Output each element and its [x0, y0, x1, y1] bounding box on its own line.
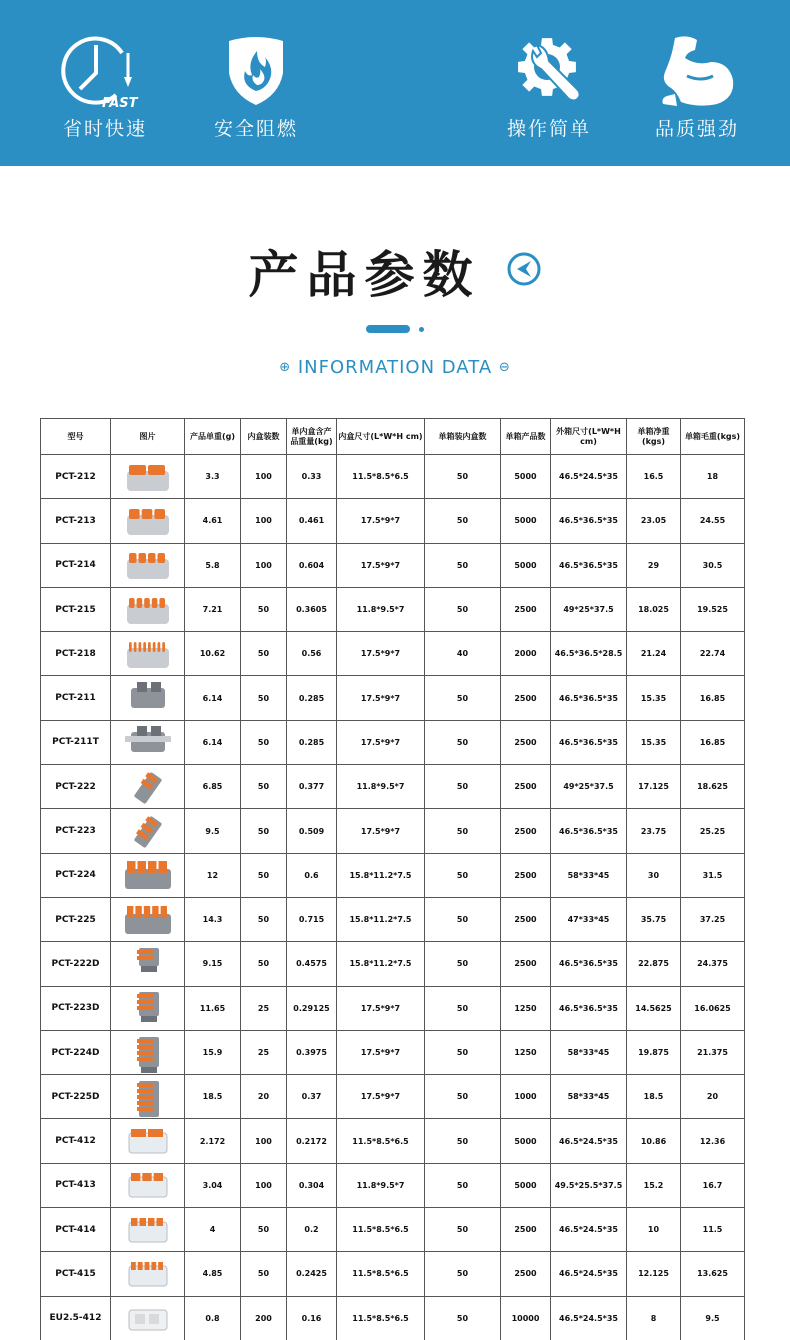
- product-image: [111, 897, 185, 941]
- product-image: [111, 455, 185, 499]
- connector-image: [119, 811, 177, 851]
- weight-cell: 18.5: [185, 1075, 241, 1119]
- box-size-cell: 11.5*8.5*6.5: [337, 1208, 425, 1252]
- product-image: [111, 676, 185, 720]
- product-image: [111, 543, 185, 587]
- column-header: 单箱净重(kgs): [627, 419, 681, 455]
- model-cell: PCT-224: [41, 853, 111, 897]
- table-row: [41, 1252, 745, 1296]
- carton-size-cell: 47*33*45: [551, 897, 627, 941]
- gross-weight-cell: 12.36: [681, 1119, 745, 1163]
- gross-weight-cell: 16.85: [681, 720, 745, 764]
- carton-size-cell: 46.5*36.5*35: [551, 676, 627, 720]
- total-cell: 5000: [501, 455, 551, 499]
- per-box-cell: 100: [241, 499, 287, 543]
- model-cell: PCT-211: [41, 676, 111, 720]
- model-cell: PCT-414: [41, 1208, 111, 1252]
- boxes-cell: 50: [425, 897, 501, 941]
- box-size-cell: 11.5*8.5*6.5: [337, 455, 425, 499]
- boxes-cell: 50: [425, 765, 501, 809]
- feature-banner: [0, 0, 790, 166]
- model-cell: EU2.5-412: [41, 1296, 111, 1340]
- product-image: [111, 720, 185, 764]
- carton-size-cell: 46.5*24.5*35: [551, 1252, 627, 1296]
- total-cell: 2000: [501, 632, 551, 676]
- table-row: [41, 765, 745, 809]
- weight-cell: 2.172: [185, 1119, 241, 1163]
- per-box-cell: 50: [241, 765, 287, 809]
- title-divider: [366, 325, 410, 333]
- carton-size-cell: 46.5*36.5*35: [551, 942, 627, 986]
- feature-easy-operation: [479, 30, 619, 141]
- box-weight-cell: 0.3975: [287, 1030, 337, 1074]
- model-cell: PCT-412: [41, 1119, 111, 1163]
- gross-weight-cell: 22.74: [681, 632, 745, 676]
- connector-image: [119, 1210, 177, 1250]
- total-cell: 2500: [501, 809, 551, 853]
- net-weight-cell: 16.5: [627, 455, 681, 499]
- gross-weight-cell: 16.0625: [681, 986, 745, 1030]
- minus-circle-icon: ⊖: [498, 360, 511, 375]
- connector-image: [119, 988, 177, 1028]
- product-image: [111, 1119, 185, 1163]
- gross-weight-cell: 9.5: [681, 1296, 745, 1340]
- feature-fast: [35, 30, 175, 141]
- connector-image: [119, 1298, 177, 1338]
- clock-fast-icon: [35, 30, 175, 112]
- net-weight-cell: 23.05: [627, 499, 681, 543]
- boxes-cell: 50: [425, 676, 501, 720]
- product-image: [111, 809, 185, 853]
- net-weight-cell: 12.125: [627, 1252, 681, 1296]
- connector-image: [119, 501, 177, 541]
- boxes-cell: 50: [425, 720, 501, 764]
- total-cell: 2500: [501, 587, 551, 631]
- table-row: [41, 897, 745, 941]
- total-cell: 2500: [501, 897, 551, 941]
- model-cell: PCT-222D: [41, 942, 111, 986]
- total-cell: 5000: [501, 543, 551, 587]
- carton-size-cell: 46.5*36.5*35: [551, 499, 627, 543]
- table-row: [41, 809, 745, 853]
- net-weight-cell: 14.5625: [627, 986, 681, 1030]
- weight-cell: 4: [185, 1208, 241, 1252]
- wrench-gear-icon: [479, 30, 619, 112]
- box-weight-cell: 0.285: [287, 676, 337, 720]
- weight-cell: 10.62: [185, 632, 241, 676]
- weight-cell: 3.04: [185, 1163, 241, 1207]
- model-cell: PCT-212: [41, 455, 111, 499]
- gross-weight-cell: 13.625: [681, 1252, 745, 1296]
- plus-circle-icon: ⊕: [279, 360, 292, 375]
- gross-weight-cell: 11.5: [681, 1208, 745, 1252]
- title-divider-dot: [419, 327, 424, 332]
- product-image: [111, 499, 185, 543]
- connector-image: [119, 1165, 177, 1205]
- net-weight-cell: 22.875: [627, 942, 681, 986]
- weight-cell: 6.14: [185, 720, 241, 764]
- net-weight-cell: 10.86: [627, 1119, 681, 1163]
- spec-table: [40, 418, 745, 1340]
- carton-size-cell: 46.5*24.5*35: [551, 1296, 627, 1340]
- net-weight-cell: 18.5: [627, 1075, 681, 1119]
- connector-image: [119, 590, 177, 630]
- weight-cell: 9.15: [185, 942, 241, 986]
- box-size-cell: 17.5*9*7: [337, 720, 425, 764]
- product-image: [111, 1296, 185, 1340]
- connector-image: [119, 767, 177, 807]
- per-box-cell: 100: [241, 455, 287, 499]
- per-box-cell: 50: [241, 942, 287, 986]
- weight-cell: 6.85: [185, 765, 241, 809]
- net-weight-cell: 18.025: [627, 587, 681, 631]
- product-image: [111, 986, 185, 1030]
- carton-size-cell: 49*25*37.5: [551, 765, 627, 809]
- table-row: [41, 587, 745, 631]
- feature-label: 品质强劲: [654, 118, 739, 140]
- connector-image: [119, 855, 177, 895]
- product-image: [111, 942, 185, 986]
- box-weight-cell: 0.29125: [287, 986, 337, 1030]
- total-cell: 2500: [501, 1208, 551, 1252]
- net-weight-cell: 17.125: [627, 765, 681, 809]
- gross-weight-cell: 21.375: [681, 1030, 745, 1074]
- net-weight-cell: 35.75: [627, 897, 681, 941]
- carton-size-cell: 58*33*45: [551, 1075, 627, 1119]
- box-size-cell: 11.5*8.5*6.5: [337, 1296, 425, 1340]
- box-weight-cell: 0.715: [287, 897, 337, 941]
- per-box-cell: 50: [241, 676, 287, 720]
- carton-size-cell: 46.5*36.5*35: [551, 543, 627, 587]
- carton-size-cell: 46.5*24.5*35: [551, 1208, 627, 1252]
- page-subtitle: [0, 357, 790, 378]
- box-weight-cell: 0.4575: [287, 942, 337, 986]
- net-weight-cell: 23.75: [627, 809, 681, 853]
- boxes-cell: 50: [425, 587, 501, 631]
- total-cell: 1250: [501, 986, 551, 1030]
- total-cell: 2500: [501, 765, 551, 809]
- weight-cell: 3.3: [185, 455, 241, 499]
- carton-size-cell: 46.5*24.5*35: [551, 1119, 627, 1163]
- box-size-cell: 17.5*9*7: [337, 543, 425, 587]
- column-header: 单箱产品数: [501, 419, 551, 455]
- product-image: [111, 1075, 185, 1119]
- connector-image: [119, 634, 177, 674]
- table-row: [41, 942, 745, 986]
- weight-cell: 6.14: [185, 676, 241, 720]
- total-cell: 10000: [501, 1296, 551, 1340]
- total-cell: 1000: [501, 1075, 551, 1119]
- column-header: 产品单重(g): [185, 419, 241, 455]
- model-cell: PCT-222: [41, 765, 111, 809]
- table-row: [41, 1296, 745, 1340]
- column-header: 单内盒含产品重量(kg): [287, 419, 337, 455]
- carton-size-cell: 46.5*36.5*35: [551, 720, 627, 764]
- boxes-cell: 50: [425, 942, 501, 986]
- model-cell: PCT-223: [41, 809, 111, 853]
- svg-text:FAST: FAST: [102, 96, 138, 111]
- box-size-cell: 15.8*11.2*7.5: [337, 853, 425, 897]
- table-row: [41, 720, 745, 764]
- box-size-cell: 11.5*8.5*6.5: [337, 1252, 425, 1296]
- weight-cell: 7.21: [185, 587, 241, 631]
- product-image: [111, 632, 185, 676]
- total-cell: 2500: [501, 676, 551, 720]
- table-row: [41, 1030, 745, 1074]
- total-cell: 5000: [501, 1119, 551, 1163]
- net-weight-cell: 21.24: [627, 632, 681, 676]
- per-box-cell: 50: [241, 853, 287, 897]
- box-size-cell: 17.5*9*7: [337, 632, 425, 676]
- box-size-cell: 17.5*9*7: [337, 809, 425, 853]
- box-weight-cell: 0.16: [287, 1296, 337, 1340]
- gross-weight-cell: 20: [681, 1075, 745, 1119]
- net-weight-cell: 29: [627, 543, 681, 587]
- carton-size-cell: 46.5*24.5*35: [551, 455, 627, 499]
- total-cell: 2500: [501, 1252, 551, 1296]
- model-cell: PCT-413: [41, 1163, 111, 1207]
- connector-image: [119, 1077, 177, 1117]
- boxes-cell: 50: [425, 543, 501, 587]
- per-box-cell: 50: [241, 809, 287, 853]
- box-size-cell: 15.8*11.2*7.5: [337, 897, 425, 941]
- gross-weight-cell: 31.5: [681, 853, 745, 897]
- box-weight-cell: 0.2: [287, 1208, 337, 1252]
- total-cell: 2500: [501, 720, 551, 764]
- net-weight-cell: 15.2: [627, 1163, 681, 1207]
- gross-weight-cell: 30.5: [681, 543, 745, 587]
- gross-weight-cell: 25.25: [681, 809, 745, 853]
- box-weight-cell: 0.33: [287, 455, 337, 499]
- net-weight-cell: 15.35: [627, 720, 681, 764]
- box-weight-cell: 0.2425: [287, 1252, 337, 1296]
- column-header: 图片: [111, 419, 185, 455]
- boxes-cell: 50: [425, 1163, 501, 1207]
- connector-image: [119, 900, 177, 940]
- table-row: [41, 1119, 745, 1163]
- box-weight-cell: 0.2172: [287, 1119, 337, 1163]
- feature-label: 安全阻燃: [213, 118, 298, 140]
- weight-cell: 0.8: [185, 1296, 241, 1340]
- per-box-cell: 50: [241, 1252, 287, 1296]
- box-weight-cell: 0.56: [287, 632, 337, 676]
- box-size-cell: 11.8*9.5*7: [337, 765, 425, 809]
- table-row: [41, 853, 745, 897]
- model-cell: PCT-215: [41, 587, 111, 631]
- gross-weight-cell: 16.85: [681, 676, 745, 720]
- box-weight-cell: 0.461: [287, 499, 337, 543]
- arrow-left-circle-icon: [506, 251, 542, 291]
- product-image: [111, 853, 185, 897]
- column-header: 单箱装内盒数: [425, 419, 501, 455]
- total-cell: 5000: [501, 1163, 551, 1207]
- carton-size-cell: 46.5*36.5*35: [551, 809, 627, 853]
- model-cell: PCT-211T: [41, 720, 111, 764]
- weight-cell: 14.3: [185, 897, 241, 941]
- per-box-cell: 200: [241, 1296, 287, 1340]
- weight-cell: 12: [185, 853, 241, 897]
- feature-label: 操作简单: [506, 118, 591, 140]
- boxes-cell: 50: [425, 1252, 501, 1296]
- box-size-cell: 15.8*11.2*7.5: [337, 942, 425, 986]
- table-row: [41, 632, 745, 676]
- total-cell: 2500: [501, 853, 551, 897]
- box-size-cell: 11.8*9.5*7: [337, 587, 425, 631]
- connector-image: [119, 678, 177, 718]
- net-weight-cell: 8: [627, 1296, 681, 1340]
- total-cell: 5000: [501, 499, 551, 543]
- per-box-cell: 20: [241, 1075, 287, 1119]
- product-image: [111, 587, 185, 631]
- weight-cell: 11.65: [185, 986, 241, 1030]
- weight-cell: 15.9: [185, 1030, 241, 1074]
- boxes-cell: 50: [425, 1296, 501, 1340]
- carton-size-cell: 46.5*36.5*35: [551, 986, 627, 1030]
- gross-weight-cell: 16.7: [681, 1163, 745, 1207]
- product-image: [111, 1030, 185, 1074]
- net-weight-cell: 10: [627, 1208, 681, 1252]
- product-image: [111, 1208, 185, 1252]
- connector-image: [119, 1033, 177, 1073]
- box-weight-cell: 0.6: [287, 853, 337, 897]
- table-row: [41, 1163, 745, 1207]
- per-box-cell: 25: [241, 986, 287, 1030]
- per-box-cell: 50: [241, 1208, 287, 1252]
- total-cell: 2500: [501, 942, 551, 986]
- carton-size-cell: 49.5*25.5*37.5: [551, 1163, 627, 1207]
- boxes-cell: 50: [425, 1030, 501, 1074]
- table-row: [41, 676, 745, 720]
- model-cell: PCT-214: [41, 543, 111, 587]
- gross-weight-cell: 18.625: [681, 765, 745, 809]
- boxes-cell: 50: [425, 499, 501, 543]
- carton-size-cell: 58*33*45: [551, 853, 627, 897]
- weight-cell: 4.85: [185, 1252, 241, 1296]
- per-box-cell: 50: [241, 632, 287, 676]
- page-title-text: 产品参数: [248, 246, 481, 304]
- flame-shield-icon: [186, 30, 326, 112]
- boxes-cell: 50: [425, 455, 501, 499]
- boxes-cell: 50: [425, 1075, 501, 1119]
- box-size-cell: 17.5*9*7: [337, 1030, 425, 1074]
- box-weight-cell: 0.285: [287, 720, 337, 764]
- box-weight-cell: 0.509: [287, 809, 337, 853]
- column-header: 内盒装数: [241, 419, 287, 455]
- page-subtitle-text: INFORMATION DATA: [297, 357, 493, 378]
- connector-image: [119, 722, 177, 762]
- boxes-cell: 40: [425, 632, 501, 676]
- model-cell: PCT-415: [41, 1252, 111, 1296]
- model-cell: PCT-225: [41, 897, 111, 941]
- model-cell: PCT-224D: [41, 1030, 111, 1074]
- net-weight-cell: 19.875: [627, 1030, 681, 1074]
- column-header: 内盒尺寸(L*W*H cm): [337, 419, 425, 455]
- connector-image: [119, 1121, 177, 1161]
- carton-size-cell: 49*25*37.5: [551, 587, 627, 631]
- gross-weight-cell: 37.25: [681, 897, 745, 941]
- boxes-cell: 50: [425, 853, 501, 897]
- column-header: 外箱尺寸(L*W*H cm): [551, 419, 627, 455]
- boxes-cell: 50: [425, 986, 501, 1030]
- model-cell: PCT-218: [41, 632, 111, 676]
- weight-cell: 9.5: [185, 809, 241, 853]
- gross-weight-cell: 19.525: [681, 587, 745, 631]
- box-size-cell: 17.5*9*7: [337, 676, 425, 720]
- total-cell: 1250: [501, 1030, 551, 1074]
- carton-size-cell: 46.5*36.5*28.5: [551, 632, 627, 676]
- boxes-cell: 50: [425, 809, 501, 853]
- per-box-cell: 50: [241, 897, 287, 941]
- box-size-cell: 17.5*9*7: [337, 1075, 425, 1119]
- table-row: [41, 1208, 745, 1252]
- table-row: [41, 499, 745, 543]
- weight-cell: 4.61: [185, 499, 241, 543]
- model-cell: PCT-213: [41, 499, 111, 543]
- box-size-cell: 17.5*9*7: [337, 499, 425, 543]
- box-weight-cell: 0.604: [287, 543, 337, 587]
- connector-image: [119, 457, 177, 497]
- product-image: [111, 1163, 185, 1207]
- feature-strong-quality: [627, 30, 767, 141]
- box-size-cell: 11.8*9.5*7: [337, 1163, 425, 1207]
- net-weight-cell: 30: [627, 853, 681, 897]
- per-box-cell: 50: [241, 587, 287, 631]
- table-row: [41, 986, 745, 1030]
- box-size-cell: 11.5*8.5*6.5: [337, 1119, 425, 1163]
- box-weight-cell: 0.304: [287, 1163, 337, 1207]
- connector-image: [119, 545, 177, 585]
- boxes-cell: 50: [425, 1119, 501, 1163]
- per-box-cell: 50: [241, 720, 287, 764]
- box-weight-cell: 0.3605: [287, 587, 337, 631]
- table-row: [41, 455, 745, 499]
- weight-cell: 5.8: [185, 543, 241, 587]
- strong-arm-icon: [627, 30, 767, 112]
- feature-label: 省时快速: [62, 118, 147, 140]
- model-cell: PCT-225D: [41, 1075, 111, 1119]
- net-weight-cell: 15.35: [627, 676, 681, 720]
- gross-weight-cell: 24.55: [681, 499, 745, 543]
- table-row: [41, 1075, 745, 1119]
- connector-image: [119, 1254, 177, 1294]
- box-size-cell: 17.5*9*7: [337, 986, 425, 1030]
- per-box-cell: 100: [241, 1163, 287, 1207]
- column-header: 型号: [41, 419, 111, 455]
- box-weight-cell: 0.37: [287, 1075, 337, 1119]
- column-header: 单箱毛重(kgs): [681, 419, 745, 455]
- table-row: [41, 543, 745, 587]
- feature-flame-retardant: [186, 30, 326, 141]
- table-header-row: [41, 419, 745, 455]
- boxes-cell: 50: [425, 1208, 501, 1252]
- product-image: [111, 765, 185, 809]
- model-cell: PCT-223D: [41, 986, 111, 1030]
- gross-weight-cell: 18: [681, 455, 745, 499]
- box-weight-cell: 0.377: [287, 765, 337, 809]
- page-title: [0, 235, 790, 307]
- product-image: [111, 1252, 185, 1296]
- carton-size-cell: 58*33*45: [551, 1030, 627, 1074]
- gross-weight-cell: 24.375: [681, 942, 745, 986]
- per-box-cell: 25: [241, 1030, 287, 1074]
- per-box-cell: 100: [241, 1119, 287, 1163]
- connector-image: [119, 944, 177, 984]
- per-box-cell: 100: [241, 543, 287, 587]
